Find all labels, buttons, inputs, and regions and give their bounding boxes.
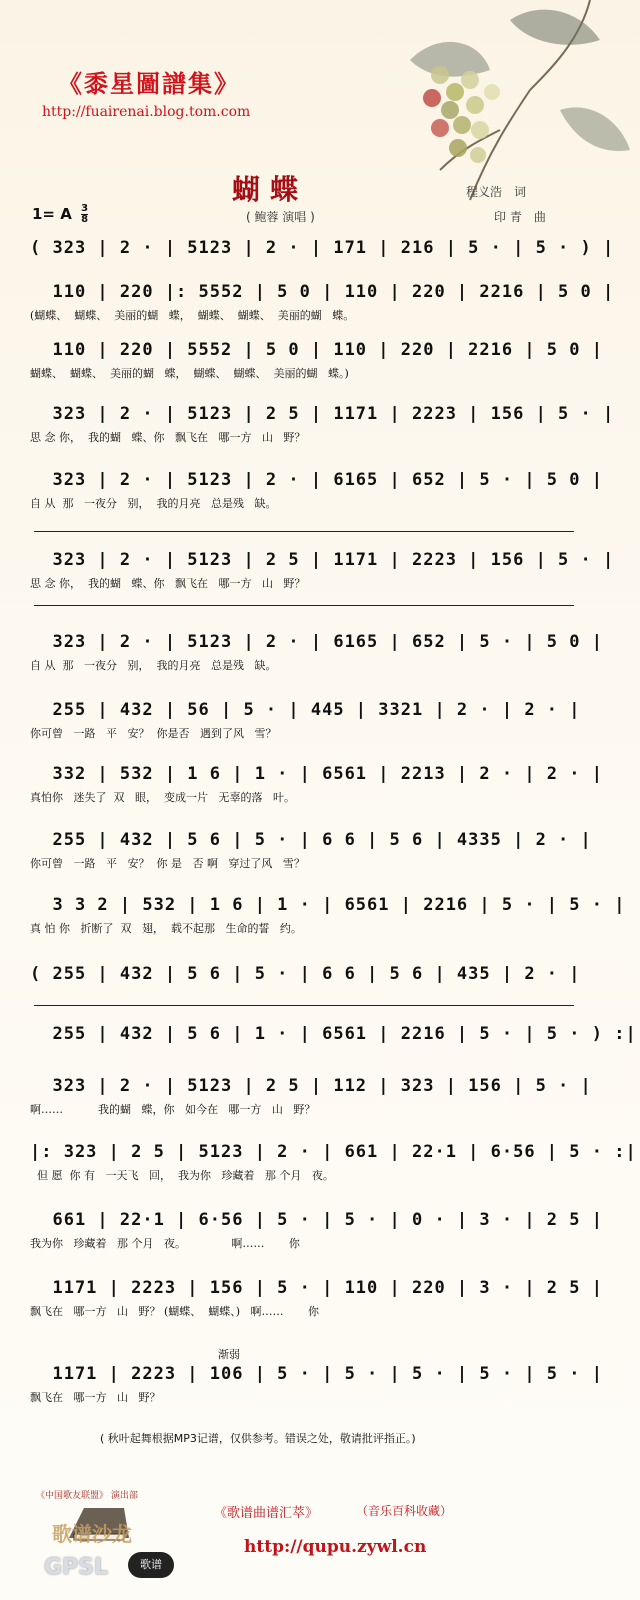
score-row xyxy=(30,548,615,592)
score-row xyxy=(30,1074,590,1118)
collection-title: 《黍星圖譜集》 xyxy=(58,69,240,98)
score-row xyxy=(30,402,615,446)
logo-text: 歌谱沙龙 xyxy=(52,1522,132,1546)
lyrics-line: 自 从 那 一夜分 别， 我的月亮 总是残 缺。 xyxy=(30,497,277,510)
lyrics-line: 思 念 你， 我的蝴 蝶、你 飘飞在 哪一方 山 野？ xyxy=(30,577,306,590)
footer-url-link[interactable]: http://qupu.zywl.cn xyxy=(244,1537,427,1557)
footer-site-name: （音乐百科收藏） xyxy=(356,1504,453,1518)
notation-line: 1171 | 2223 | 106 | 5 · | 5 · | 5 · | 5 · | 5 · | xyxy=(30,1364,603,1384)
score-row xyxy=(30,630,603,674)
score-row xyxy=(30,698,590,742)
score-row xyxy=(30,1208,603,1252)
section-divider xyxy=(34,1005,574,1006)
performer-credit: ( 鲍蓉 演唱 ) xyxy=(246,210,315,224)
lyrics-line: 你可曾 一路 平 安？ 你是否 遇到了风 雪？ xyxy=(30,727,277,740)
song-title: 蝴蝶 xyxy=(232,173,309,206)
notation-line: 3 3 2 | 532 | 1 6 | 1 · | 6561 | 2216 | 5 · | 5 · | xyxy=(30,895,626,915)
section-divider xyxy=(34,605,574,606)
notation-line: |: 323 | 2 5 | 5123 | 2 · | 661 | 22·1 | 6·56 | 5 · :| xyxy=(30,1142,637,1162)
time-bottom: 8 xyxy=(81,214,89,225)
diminuendo-marking: 渐弱 xyxy=(218,1348,240,1361)
lyrics-line: 啊…… 我的蝴 蝶，你 如今在 哪一方 山 野？ xyxy=(30,1103,316,1116)
time-signature xyxy=(81,204,88,225)
blog-url-link[interactable]: http://fuairenai.blog.tom.com xyxy=(42,104,251,120)
key-label: 1= A xyxy=(32,205,72,223)
score-row xyxy=(30,1022,637,1046)
lyrics-line: 你可曾 一路 平 安？ 你 是 否 啊 穿过了风 雪？ xyxy=(30,857,305,870)
score-row xyxy=(30,468,603,512)
notation-line: 323 | 2 · | 5123 | 2 5 | 1171 | 2223 | 156 | 5 · | xyxy=(30,404,615,424)
score-row xyxy=(30,828,590,872)
lyrics-line: 真怕你 迷失了 双 眼， 变成一片 无辜的落 叶。 xyxy=(30,791,295,804)
notation-line: 661 | 22·1 | 6·56 | 5 · | 5 · | 0 · | 3 · | 2 5 | xyxy=(30,1210,603,1230)
lyrics-line: 思 念 你， 我的蝴 蝶、你 飘飞在 哪一方 山 野？ xyxy=(30,431,306,444)
notation-line: 255 | 432 | 5 6 | 5 · | 6 6 | 5 6 | 4335 | 2 · | xyxy=(30,830,592,850)
notation-line: ( 323 | 2 · | 5123 | 2 · | 171 | 216 | 5 · | 5 · ) | xyxy=(30,238,615,258)
lyrics-line: (蝴蝶、 蝴蝶、 美丽的蝴 蝶， 蝴蝶、 蝴蝶、 美丽的蝴 蝶。 xyxy=(30,309,355,322)
lyrics-line: 真 怕 你 折断了 双 翅， 载不起那 生命的誓 约。 xyxy=(30,922,302,935)
lyrics-line: 飘飞在 哪一方 山 野？ (蝴蝶、 蝴蝶、) 啊…… 你 xyxy=(30,1305,320,1318)
score-row xyxy=(30,893,626,937)
logo-badge: 歌谱 xyxy=(128,1552,174,1578)
score-row xyxy=(30,280,615,324)
time-top: 3 xyxy=(81,203,89,214)
score-row xyxy=(30,236,615,260)
notation-line: 255 | 432 | 56 | 5 · | 445 | 3321 | 2 · | 2 · | xyxy=(30,700,581,720)
score-row xyxy=(30,1140,637,1184)
score-row xyxy=(30,338,603,382)
notation-line: 323 | 2 · | 5123 | 2 5 | 112 | 323 | 156 | 5 · | xyxy=(30,1076,592,1096)
lyrics-line: 我为你 珍藏着 那 个月 夜。 啊…… 你 xyxy=(30,1237,300,1250)
score-row xyxy=(30,762,603,806)
notation-line: 323 | 2 · | 5123 | 2 5 | 1171 | 2223 | 156 | 5 · | xyxy=(30,550,615,570)
footer-collection-title: 《歌谱曲谱汇萃》 xyxy=(214,1506,319,1521)
transcription-footnote: ( 秋叶起舞根据MP3记谱，仅供参考。错误之处，敬请批评指正。) xyxy=(100,1432,416,1445)
score-row xyxy=(30,1276,603,1320)
volta-bracket-line xyxy=(34,531,574,532)
notation-line: 110 | 220 |: 5552 | 5 0 | 110 | 220 | 2216 | 5 0 | xyxy=(30,282,615,302)
logo-gpsl: GPSL xyxy=(44,1555,109,1580)
notation-line: 255 | 432 | 5 6 | 1 · | 6561 | 2216 | 5 · | 5 · ) :| xyxy=(30,1024,637,1044)
lyrics-line: 飘飞在 哪一方 山 野？ xyxy=(30,1391,161,1404)
notation-line: ( 255 | 432 | 5 6 | 5 · | 6 6 | 5 6 | 435 | 2 · | xyxy=(30,964,581,984)
notation-line: 110 | 220 | 5552 | 5 0 | 110 | 220 | 2216 | 5 0 | xyxy=(30,340,603,360)
notation-line: 323 | 2 · | 5123 | 2 · | 6165 | 652 | 5 · | 5 0 | xyxy=(30,632,603,652)
notation-line: 1171 | 2223 | 156 | 5 · | 110 | 220 | 3 · | 2 5 | xyxy=(30,1278,603,1298)
score-row xyxy=(30,962,590,986)
notation-line: 323 | 2 · | 5123 | 2 · | 6165 | 652 | 5 · | 5 0 | xyxy=(30,470,603,490)
score-row xyxy=(30,1362,603,1406)
lyrics-line: 蝴蝶、 蝴蝶、 美丽的蝴 蝶， 蝴蝶、 蝴蝶、 美丽的蝴 蝶。) xyxy=(30,367,349,380)
composer-credit: 印 青 曲 xyxy=(494,210,546,224)
lyricist-credit: 程义浩 词 xyxy=(466,185,527,199)
logo-caption: 《中国歌友联盟》 演出部 xyxy=(36,1491,138,1501)
notation-line: 332 | 532 | 1 6 | 1 · | 6561 | 2213 | 2 · | 2 · | xyxy=(30,764,603,784)
lyrics-line: 但 愿 你 有 一天飞 回， 我为你 珍藏着 那 个月 夜。 xyxy=(30,1169,334,1182)
key-signature xyxy=(32,204,88,225)
lyrics-line: 自 从 那 一夜分 别， 我的月亮 总是残 缺。 xyxy=(30,659,277,672)
